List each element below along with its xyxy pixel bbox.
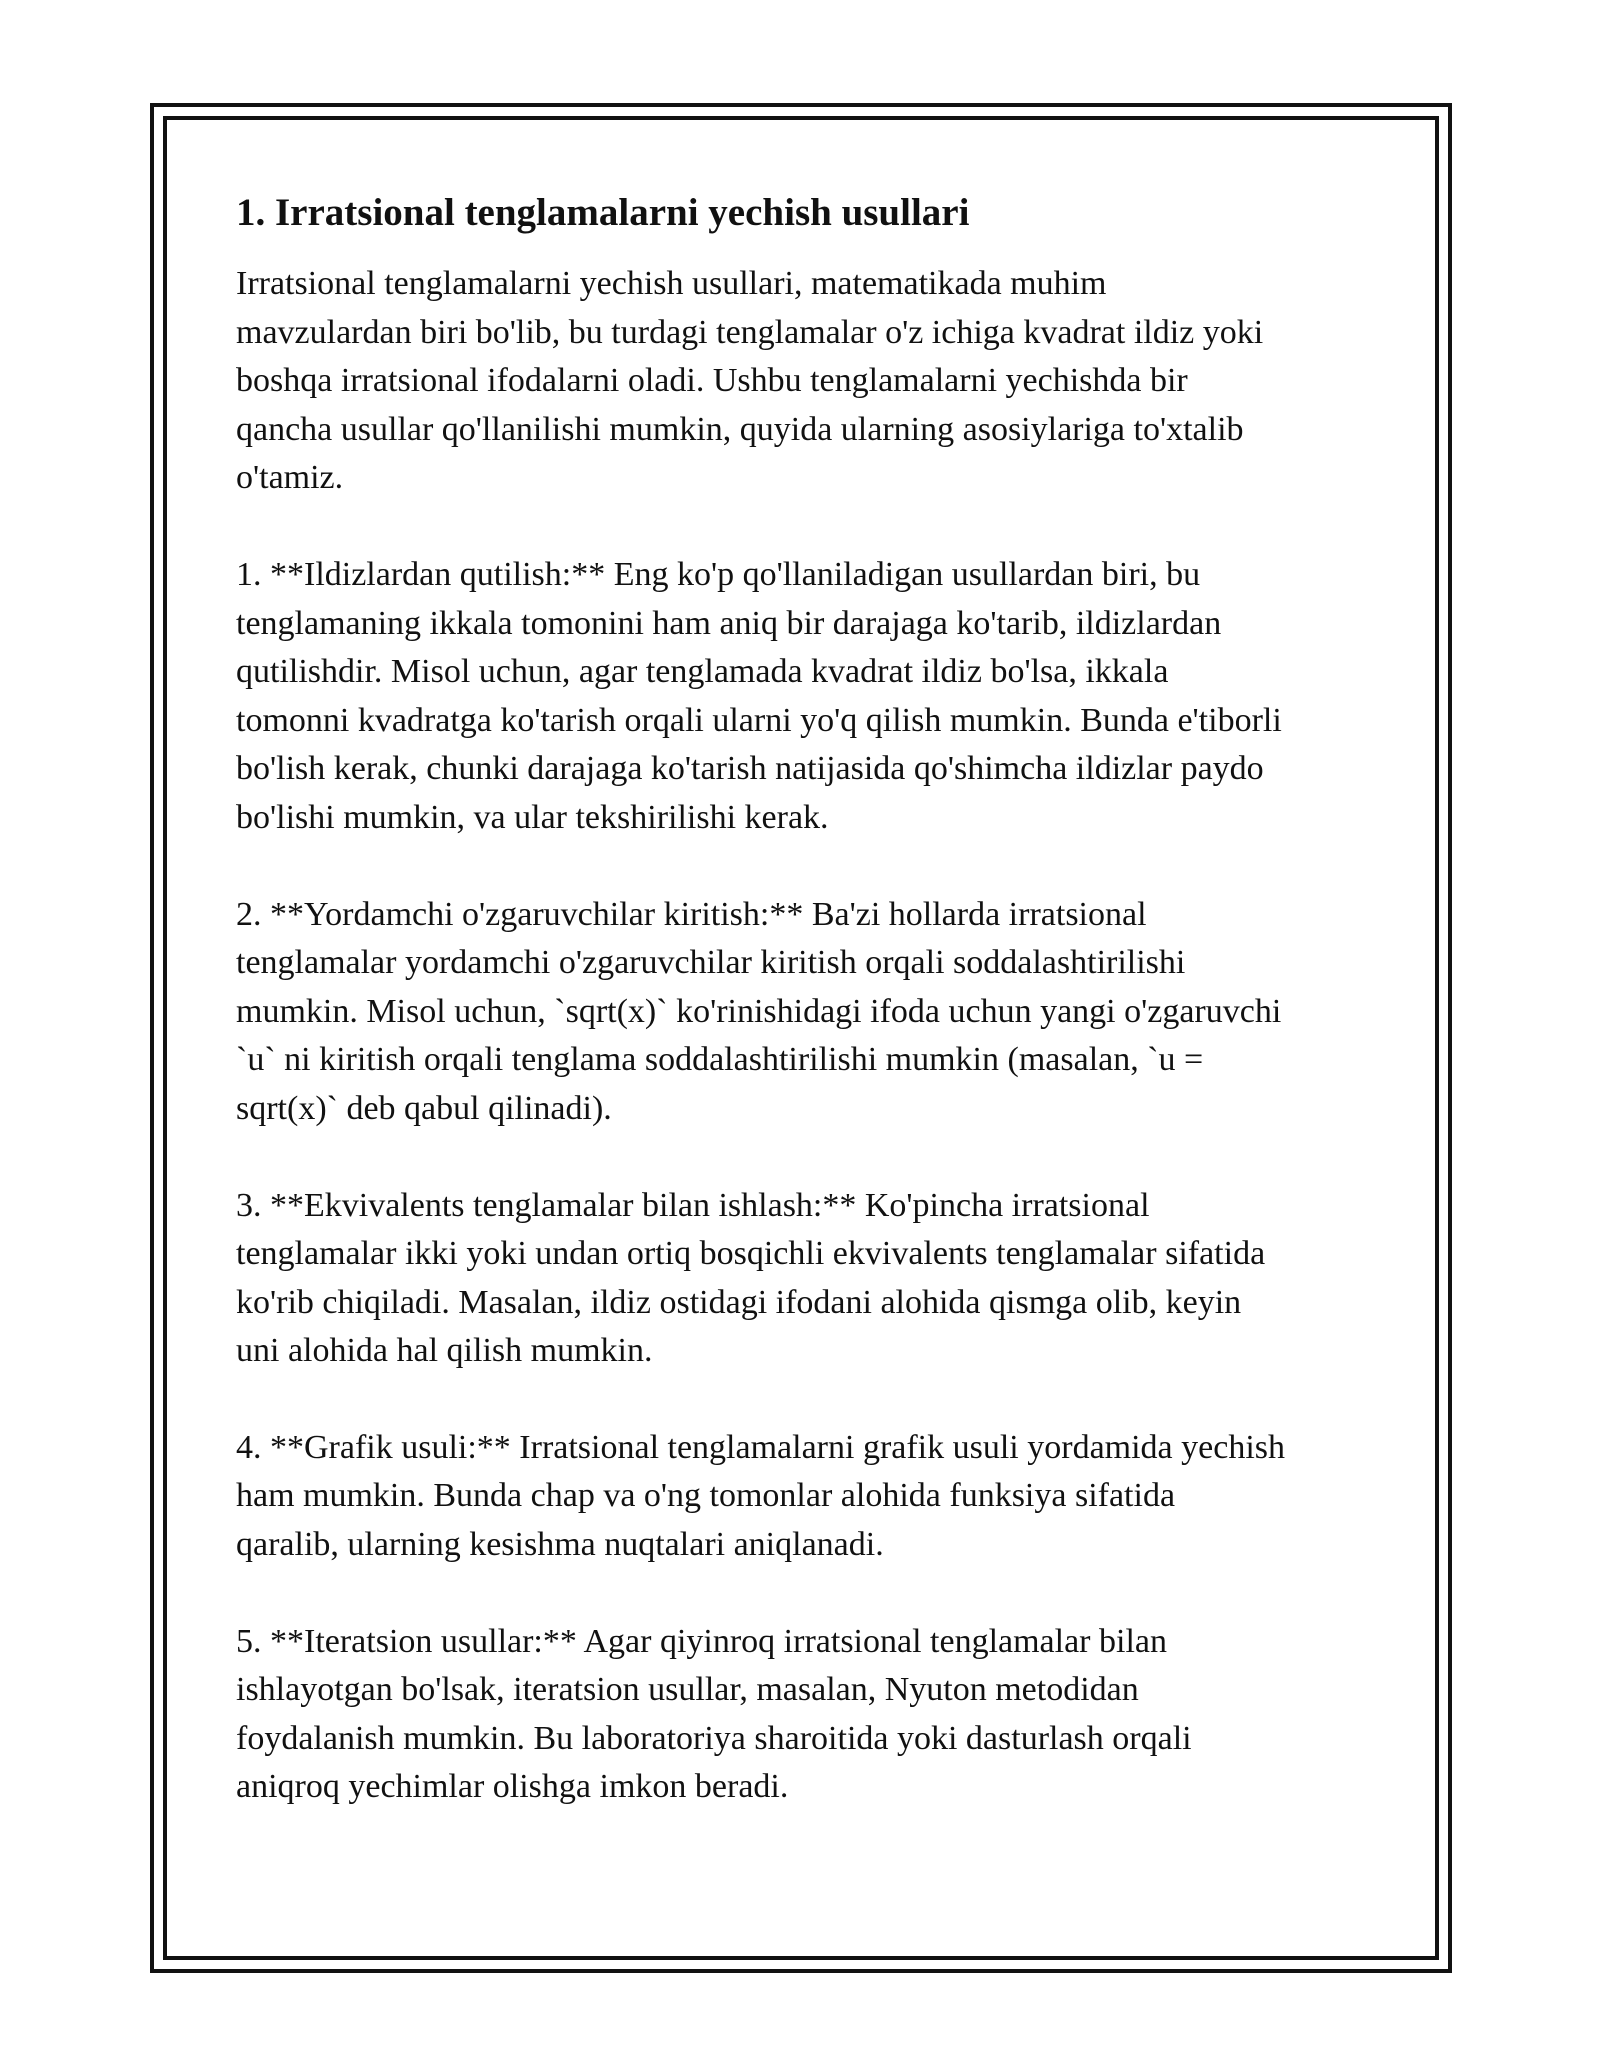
intro-paragraph: Irratsional tenglamalarni yechish usullari, matematikada muhim mavzulardan biri bo'lib, bu turdagi tenglamalar o'z ichiga kvadrat ildiz yoki boshqa irratsional ifodalarni oladi. Ushbu tenglamalarni yechishda bir qancha usullar qo'llanilishi mumkin, quyida ularning asosiylariga to'xtalib o'tamiz. [236, 265, 1264, 497]
document-body [236, 188, 1376, 1860]
method-4-paragraph: 4. **Grafik usuli:** Irratsional tenglamalarni grafik usuli yordamida yechish ham mumkin. Bunda chap va o'ng tomonlar alohida funksiya sifatida qaralib, ularning kesishma nuqtalari aniqlanadi. [236, 1428, 1286, 1564]
method-1-paragraph: 1. **Ildizlardan qutilish:** Eng ko'p qo'llaniladigan usullardan biri, bu tenglamaning ikkala tomonini ham aniq bir darajaga ko'tarib, ildizlardan qutilishdir. Misol uchun, agar tenglamada kvadrat ildiz bo'lsa, ikkala tomonni kvadratga ko'tarish orqali ularni yo'q qilish mumkin. Bunda e'tiborli bo'lish kerak, chunki darajaga ko'tarish natijasida qo'shimcha ildizlar paydo bo'lishi mumkin, va ular tekshirilishi kerak. [236, 555, 1282, 836]
method-2-paragraph: 2. **Yordamchi o'zgaruvchilar kiritish:** Ba'zi hollarda irratsional tenglamalar yordamchi o'zgaruvchilar kiritish orqali soddalashtirilishi mumkin. Misol uchun, `sqrt(x)` ko'rinishidagi ifoda uchun yangi o'zgaruvchi `u` ni kiritish orqali tenglama soddalashtirilishi mumkin (masalan, `u = sqrt(x)` deb qabul qilinadi). [236, 895, 1282, 1127]
method-5-paragraph: 5. **Iteratsion usullar:** Agar qiyinroq irratsional tenglamalar bilan ishlayotgan bo'lsak, iteratsion usullar, masalan, Nyuton metodidan foydalanish mumkin. Bu laboratoriya sharoitida yoki dasturlash orqali aniqroq yechimlar olishga imkon beradi. [236, 1622, 1192, 1806]
method-3-paragraph: 3. **Ekvivalents tenglamalar bilan ishlash:** Ko'pincha irratsional tenglamalar ikki yoki undan ortiq bosqichli ekvivalents tenglamalar sifatida ko'rib chiqiladi. Masalan, ildiz ostidagi ifodani alohida qismga olib, keyin uni alohida hal qilish mumkin. [236, 1186, 1266, 1370]
section-heading: 1. Irratsional tenglamalarni yechish usullari [236, 191, 970, 234]
